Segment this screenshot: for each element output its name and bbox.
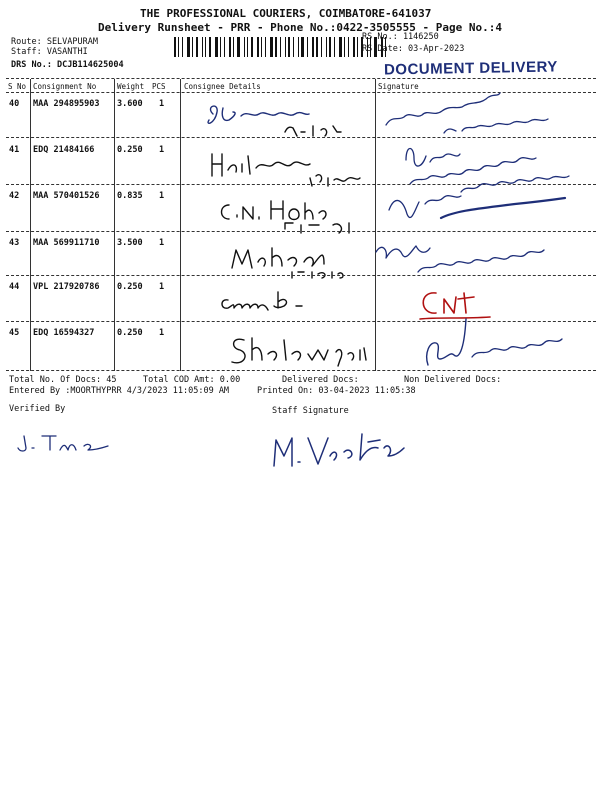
barcode-bar [298,37,299,57]
consignee-handwriting [218,288,328,318]
entered-by: Entered By :MOORTHYPRR 4/3/2023 11:05:09 AM [9,386,230,396]
barcode-bar [215,37,218,57]
row-weight: 0.250 [117,145,143,155]
barcode-bar [348,37,349,57]
header-signature: Signature [378,82,419,91]
barcode-bar [178,37,179,57]
total-cod: Total COD Amt: 0.00 [143,375,241,385]
staff-signature [268,428,408,472]
header-weight: Weight [117,82,145,91]
row-sno: 43 [9,238,20,248]
barcode-bar [244,37,245,57]
barcode-bar [233,37,234,57]
barcode-bar [229,37,231,57]
consignee-handwriting [228,238,378,280]
table-bottom-rule [6,370,596,371]
barcode-bar [285,37,286,57]
row-rule [6,137,596,138]
row-pcs: 1 [159,328,165,338]
document-delivery-stamp: DOCUMENT DELIVERY [383,58,558,79]
company-title: THE PROFESSIONAL COURIERS, COIMBATORE-641037 [140,7,432,20]
barcode-bar [247,37,248,57]
barcode-bar [353,37,355,57]
row-sno: 41 [9,145,20,155]
row-consignment: MAA 569911710 [33,238,100,248]
row-signature [420,315,570,375]
barcode-bar [339,37,342,57]
barcode-bar [224,37,225,57]
row-weight: 0.250 [117,328,143,338]
runsheet-subtitle: Delivery Runsheet - PRR - Phone No.:0422-3505555 - Page No.:4 [98,21,502,34]
row-signature [385,170,575,230]
staff-signature-label: Staff Signature [272,406,349,416]
row-sno: 44 [9,282,20,292]
barcode-bar [344,37,345,57]
delivered-docs: Delivered Docs: [282,375,359,385]
row-pcs: 1 [159,238,165,248]
drs-number: DRS No.: DCJB114625004 [11,60,124,70]
row-weight: 3.600 [117,99,143,109]
non-delivered-docs: Non Delivered Docs: [404,375,502,385]
row-weight: 3.500 [117,238,143,248]
barcode-bar [265,37,266,57]
route-label: Route: SELVAPURAM [11,37,98,47]
barcode-bar [326,37,327,57]
barcode-bar [275,37,277,57]
row-sno: 45 [9,328,20,338]
barcode-bar [196,37,198,57]
total-docs: Total No. Of Docs: 45 [9,375,117,385]
barcode-bar [321,37,322,57]
consignee-handwriting [206,150,381,186]
barcode-bar [257,37,259,57]
row-sno: 42 [9,191,20,201]
barcode-bar [182,37,183,57]
col-divider [114,79,115,371]
barcode-bar [205,37,206,57]
barcode-bar [237,37,240,57]
col-divider [30,79,31,371]
barcode-bar [270,37,273,57]
header-sno: S No [8,82,27,91]
row-weight: 0.835 [117,191,143,201]
barcode-bar [202,37,203,57]
row-sno: 40 [9,99,20,109]
printed-on: Printed On: 03-04-2023 11:05:38 [257,386,416,396]
consignee-handwriting [205,102,355,138]
col-divider [375,79,376,371]
barcode-bar [280,37,281,57]
col-divider [180,79,181,371]
header-consignee: Consignee Details [184,82,261,91]
row-consignment: EDQ 21484166 [33,145,95,155]
barcode-bar [209,37,211,57]
barcode-bar [220,37,221,57]
rs-number: RS No.: 1146250 [362,32,439,42]
barcode-bar [293,37,294,57]
barcode-bar [316,37,318,57]
staff-label: Staff: VASANTHI [11,47,88,57]
barcode-bar [329,37,331,57]
consignee-handwriting [228,332,373,368]
barcode-bar [301,37,304,57]
table-top-rule [6,78,596,79]
barcode [174,37,388,57]
row-weight: 0.250 [117,282,143,292]
barcode-bar [192,37,193,57]
barcode-bar [357,37,358,57]
row-pcs: 1 [159,145,165,155]
row-rule [6,275,596,276]
barcode-bar [307,37,308,57]
verified-by-label: Verified By [9,404,66,414]
row-consignment: MAA 294895903 [33,99,100,109]
header-consignment: Consignment No [33,82,97,91]
barcode-bar [187,37,190,57]
barcode-bar [174,37,176,57]
row-consignment: EDQ 16594327 [33,328,95,338]
barcode-bar [251,37,253,57]
consignee-handwriting [215,195,375,235]
barcode-bar [261,37,262,57]
rs-date: RS Date: 03-Apr-2023 [362,44,465,54]
barcode-bar [288,37,290,57]
row-consignment: MAA 570401526 [33,191,100,201]
row-signature [372,228,562,278]
verified-signature [16,432,116,456]
barcode-bar [334,37,335,57]
row-pcs: 1 [159,282,165,292]
row-signature [382,87,562,137]
barcode-bar [312,37,314,57]
row-pcs: 1 [159,99,165,109]
row-pcs: 1 [159,191,165,201]
header-pcs: PCS [152,82,166,91]
row-consignment: VPL 217920786 [33,282,100,292]
